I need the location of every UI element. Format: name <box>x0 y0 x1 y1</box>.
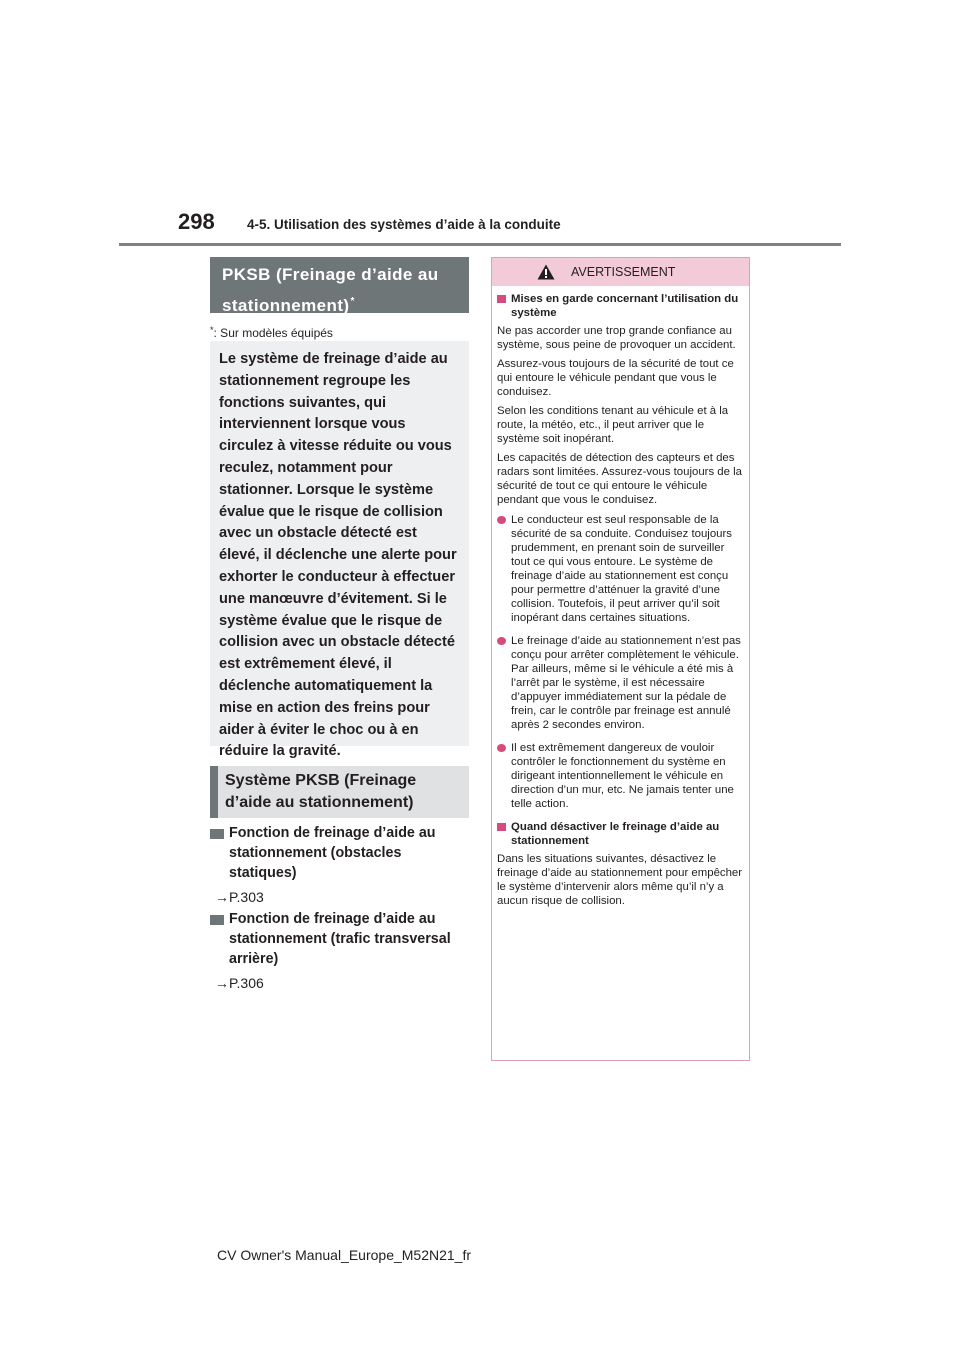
circle-bullet-icon <box>497 516 506 524</box>
warning-paragraph: Les capacités de détection des capteurs et des radars sont limitées. Assurez-vous toujours de la sécurité de tout ce qui entoure le véhicule pendant que vous le conduisez. <box>497 452 743 506</box>
warning-body <box>492 286 749 908</box>
warning-title: AVERTISSEMENT <box>571 265 676 279</box>
warning-header <box>492 258 749 286</box>
page-reference-link[interactable]: →P.303 <box>215 889 264 906</box>
banner-line-1: PKSB (Freinage d’aide au <box>222 265 439 284</box>
warning-subheading <box>497 820 745 848</box>
warning-subheading-text: Mises en garde concernant l’utilisation du système <box>511 293 739 319</box>
banner-title-tail: stationnement) <box>222 296 350 315</box>
warning-bullet-text: Le freinage d’aide au stationnement n’est pas conçu pour arrêter complètement le véhicule. Par ailleurs, même si le véhicule a été mis à l’arrêt par le système, il est nécessaire d’appuyer immédiatement sur la pédale de frein, car le contrôle par freinage est annulé après 2 secondes environ. <box>511 635 741 731</box>
warning-paragraph: Dans les situations suivantes, désactivez le freinage d’aide au stationnement pour empêcher le système d’intervenir alors même qu’il n’y a aucun risque de collision. <box>497 853 743 907</box>
warning-box <box>491 257 750 1061</box>
feature-title: Fonction de freinage d’aide au stationnement (obstacles statiques) <box>229 825 436 881</box>
footer-document-id: CV Owner's Manual_Europe_M52N21_fr <box>217 1247 472 1263</box>
section-title: 4-5. Utilisation des systèmes d’aide à la conduite <box>247 217 561 232</box>
footnote-text: : Sur modèles équipés <box>213 326 333 340</box>
banner-line-2 <box>222 288 459 319</box>
warning-bullet-text: Il est extrêmement dangereux de vouloir contrôler le fonctionnement du système en dirigeant intentionnellement le véhicule en direction d’un mur, etc. Ne jamais tenter une telle action. <box>511 742 734 810</box>
square-bullet-icon <box>497 823 506 831</box>
feature-item-cross-traffic <box>210 910 472 991</box>
warning-paragraph: Selon les conditions tenant au véhicule et à la route, la météo, etc., il peut arriver que le système soit inopérant. <box>497 405 729 445</box>
warning-bullet <box>497 513 745 625</box>
warning-paragraph: Ne pas accorder une trop grande confiance au système, sous peine de provoquer un accident. <box>497 325 736 351</box>
circle-bullet-icon <box>497 744 506 752</box>
warning-bullet <box>497 741 745 811</box>
warning-bullet <box>497 634 745 732</box>
square-bullet-icon <box>497 295 506 303</box>
circle-bullet-icon <box>497 637 506 645</box>
intro-box <box>210 341 469 760</box>
warning-triangle-icon <box>537 264 555 280</box>
page-reference-link[interactable]: →P.306 <box>215 975 264 992</box>
square-bullet-icon <box>210 829 224 839</box>
page-number: 298 <box>178 209 215 234</box>
pksb-banner <box>210 257 469 313</box>
feature-title: Fonction de freinage d’aide au stationnement (trafic transversal arrière) <box>229 911 451 967</box>
warning-subheading-text: Quand désactiver le freinage d’aide au stationnement <box>511 821 720 847</box>
warning-paragraph: Assurez-vous toujours de la sécurité de tout ce qui entoure le véhicule pendant que vous le conduisez. <box>497 358 734 398</box>
footnote <box>210 325 333 340</box>
footnote-mark: * <box>210 325 214 335</box>
square-bullet-icon <box>210 915 224 925</box>
system-heading: Système PKSB (Freinage d’aide au stationnement) <box>210 766 469 818</box>
intro-text: Le système de freinage d’aide au stationnement regroupe les fonctions suivantes, qui interviennent lorsque vous circulez à vitesse réduite ou vous reculez, notamment pour stationner. Lorsque le système évalue que le risque de collision avec un obstacle détecté est élevé, il déclenche une alerte pour exhorter le conducteur à effectuer une manœuvre d’évitement. Si le système évalue que le risque de collision avec un obstacle détecté est extrêmement élevé, il déclenche automatiquement la mise en action des freins pour aider à éviter le choc ou à en réduire la gravité. <box>219 351 457 760</box>
warning-subheading <box>497 292 745 320</box>
warning-bullet-text: Le conducteur est seul responsable de la sécurité de sa conduite. Conduisez toujours prudemment, en prenant soin de surveiller tout ce qui vous entoure. Le système de freinage d’aide au stationnement est conçu pour permettre d’atténuer la gravité d’une collision. Toutefois, il peut arriver qu’il soit inopérant dans certaines situations. <box>511 514 732 624</box>
feature-item-static <box>210 824 472 905</box>
header-divider <box>119 243 841 246</box>
banner-footnote-mark: * <box>350 296 355 307</box>
